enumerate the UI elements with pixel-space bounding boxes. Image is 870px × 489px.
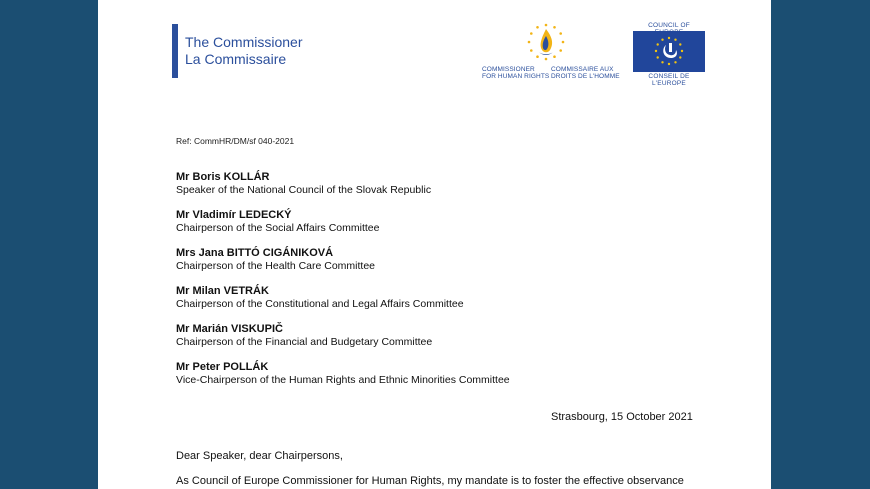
recipient-role: Chairperson of the Constitutional and Legal Affairs Committee [176, 298, 464, 310]
recipient [176, 247, 510, 285]
recipient-role: Chairperson of the Social Affairs Committee [176, 222, 380, 234]
recipient-name: Mr Marián VISKUPIČ [176, 323, 283, 335]
recipient [176, 323, 510, 361]
recipient [176, 209, 510, 247]
recipient [176, 171, 510, 209]
commissioner-title [185, 34, 302, 68]
chr-caption-fr-line1: COMMISSAIRE AUX [551, 66, 614, 73]
recipient [176, 285, 510, 323]
recipient-role: Chairperson of the Health Care Committee [176, 260, 376, 272]
coe-bottom-text: CONSEIL DE L'EUROPE [648, 73, 690, 87]
letter-body-text: As Council of Europe Commissioner for Human Rights, my mandate is to foster the effective observance [176, 475, 684, 487]
chr-caption-en-line2: FOR HUMAN RIGHTS [482, 73, 550, 80]
recipient-name: Mr Vladimír LEDECKÝ [176, 209, 292, 221]
chr-caption-en-line1: COMMISSIONER [482, 66, 535, 73]
commissioner-title-fr: La Commissaire [185, 51, 287, 67]
chr-caption-fr-line2: DROITS DE L'HOMME [551, 73, 620, 80]
commissioner-title-en: The Commissioner [185, 34, 303, 50]
chr-caption-fr [551, 66, 620, 80]
council-of-europe-emblem-icon [633, 31, 705, 72]
letter-page [98, 0, 771, 489]
letter-date: Strasbourg, 15 October 2021 [551, 411, 693, 423]
recipient-role: Chairperson of the Financial and Budgetary Committee [176, 336, 433, 348]
recipient [176, 361, 510, 399]
header-accent-bar [172, 24, 178, 78]
recipient-name: Mrs Jana BITTÓ CIGÁNIKOVÁ [176, 247, 334, 259]
letter-reference: Ref: CommHR/DM/sf 040-2021 [176, 136, 295, 146]
chr-caption-en [482, 66, 549, 80]
recipient-name: Mr Peter POLLÁK [176, 361, 269, 373]
coe-top-text: COUNCIL OF [648, 22, 690, 29]
recipient-list [176, 171, 510, 399]
recipient-name: Mr Milan VETRÁK [176, 285, 269, 297]
commissioner-logo [478, 22, 638, 84]
council-of-europe-logo [633, 22, 705, 87]
flame-icon [526, 22, 566, 64]
recipient-role: Vice-Chairperson of the Human Rights and Ethnic Minorities Committee [176, 374, 510, 386]
recipient-name: Mr Boris KOLLÁR [176, 171, 270, 183]
recipient-role: Speaker of the National Council of the Slovak Republic [176, 184, 432, 196]
letter-salutation: Dear Speaker, dear Chairpersons, [176, 450, 343, 462]
